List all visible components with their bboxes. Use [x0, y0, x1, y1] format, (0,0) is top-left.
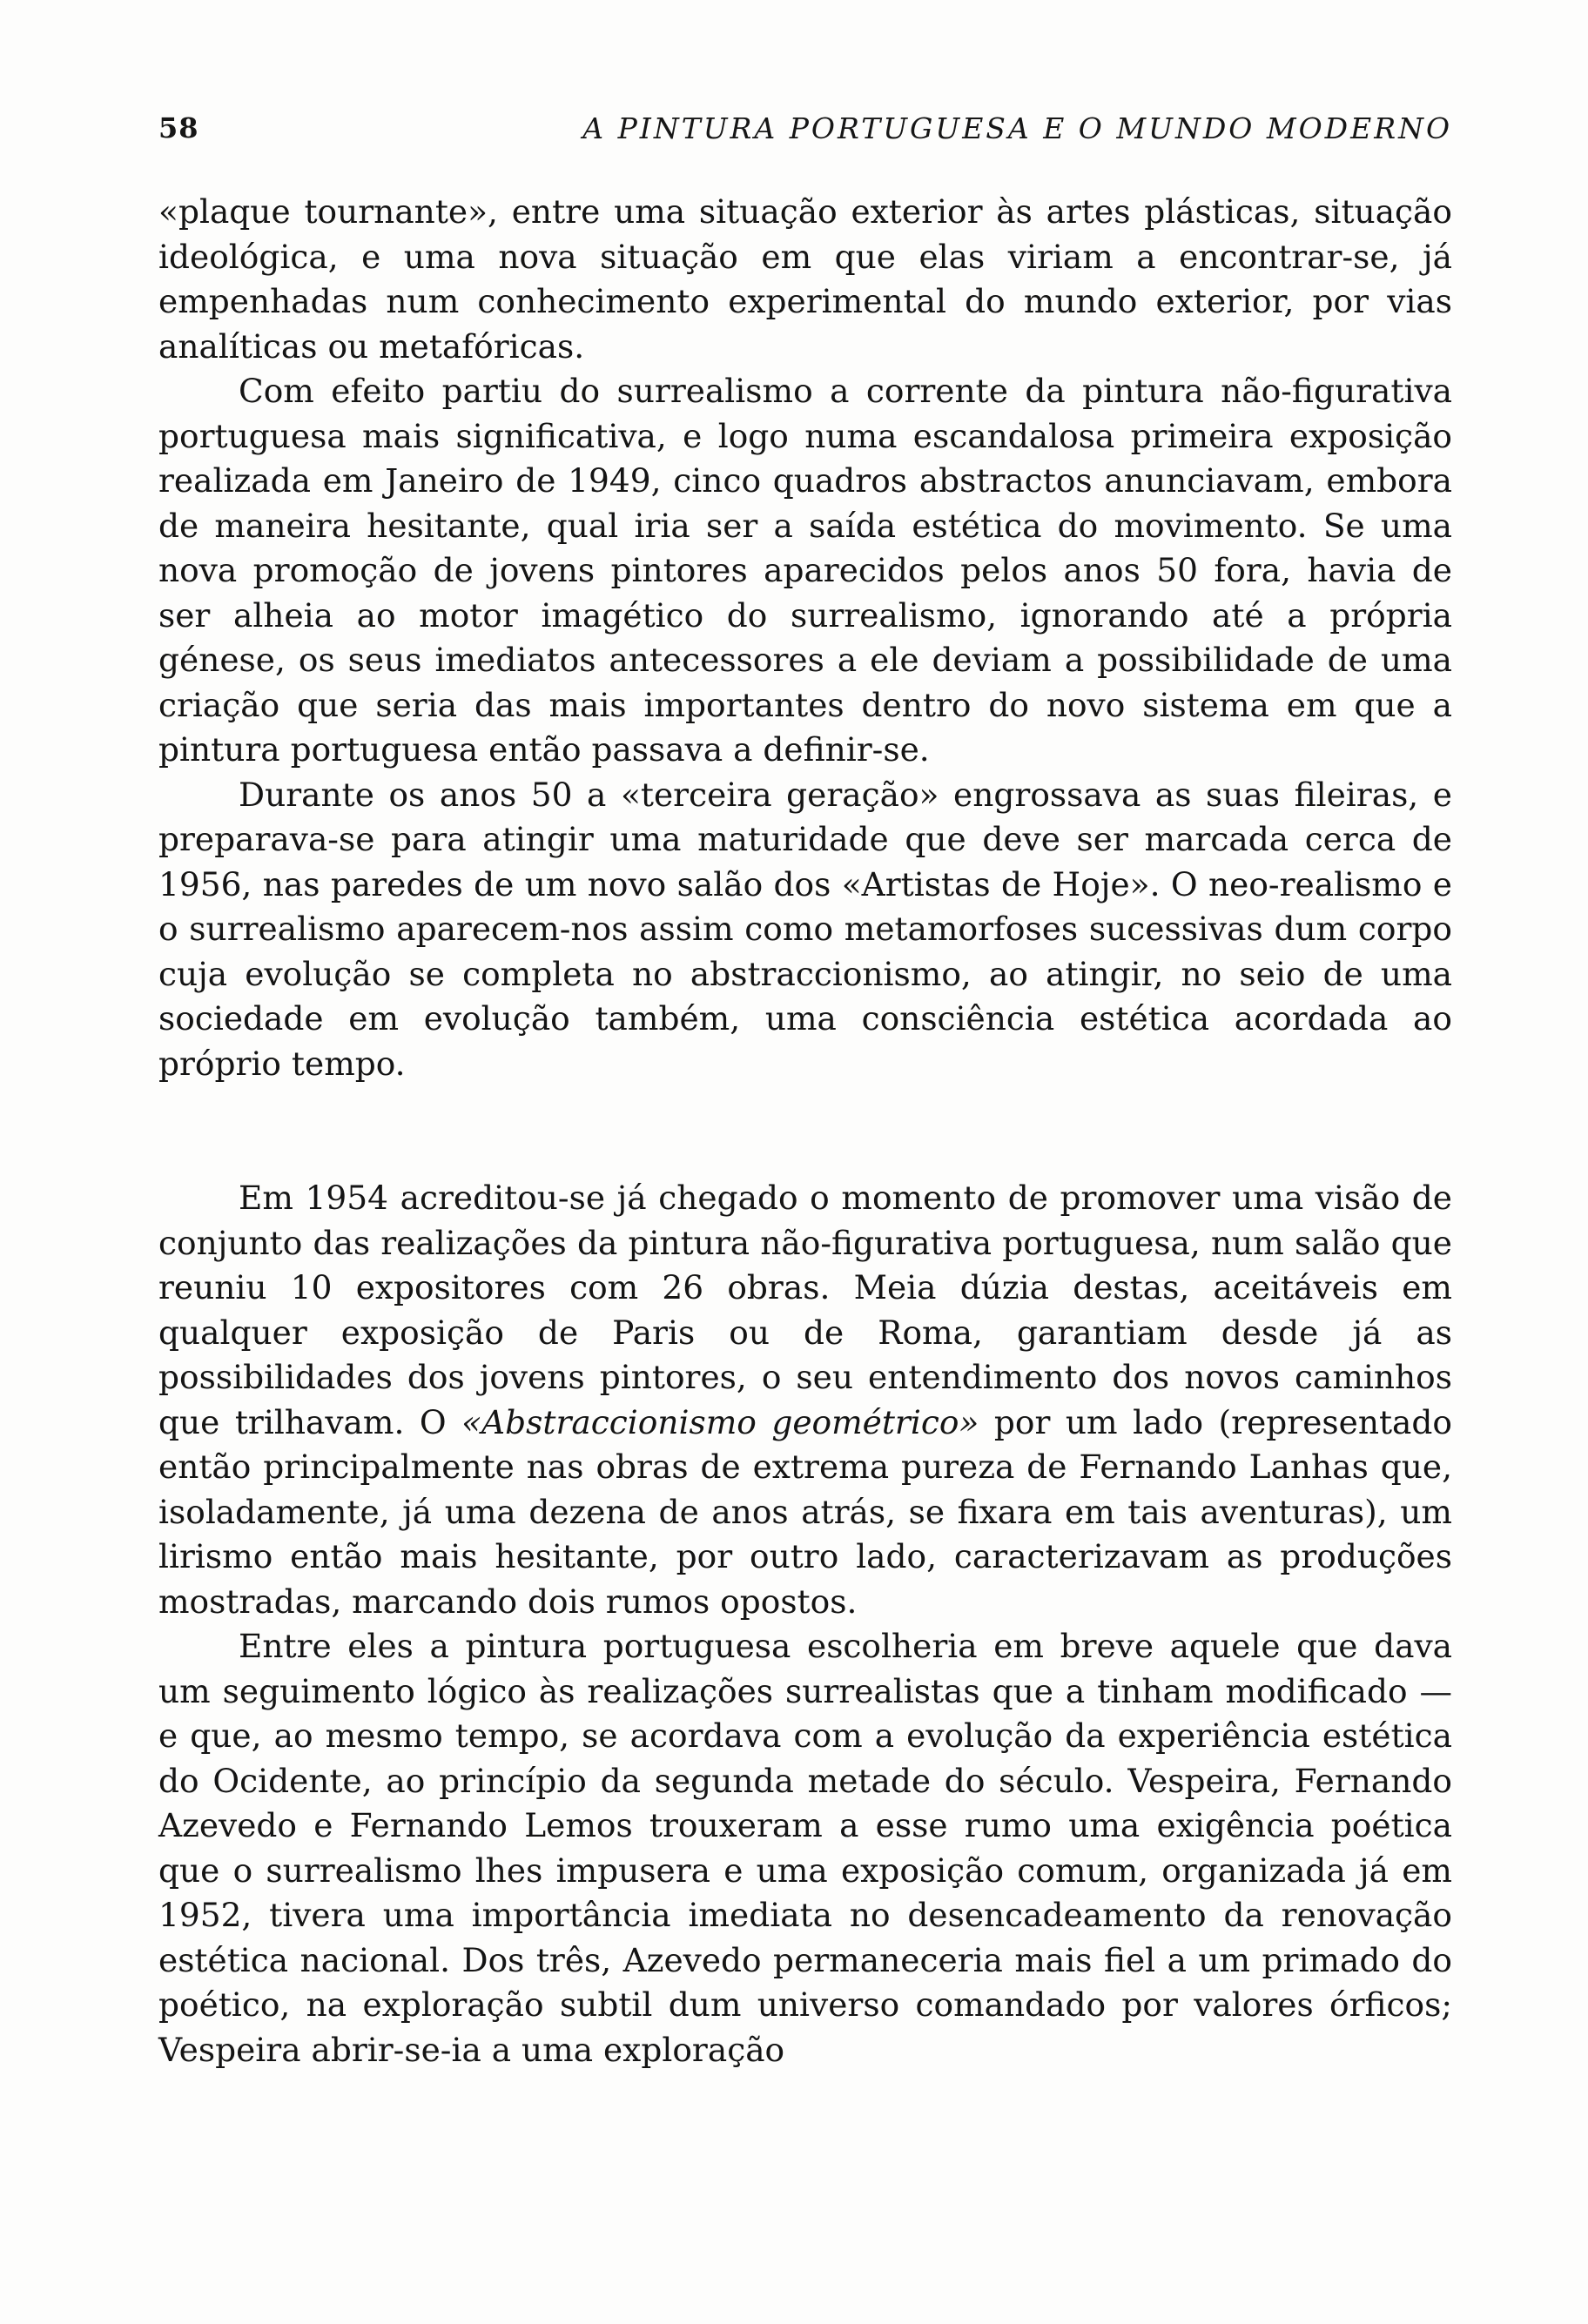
page-number: 58 — [158, 111, 199, 144]
paragraph: Durante os anos 50 a «terceira geração» engrossava as suas fileiras, e preparava-se para atingir uma maturidade que deve ser marcada cerca de 1956, nas paredes de um novo salão dos «Artistas de Hoje». O neo-realismo e o surrealismo aparecem-nos assim como metamorfoses sucessivas dum corpo cuja evolução se completa no abstraccionismo, ao atingir, no seio de uma sociedade em evolução também, uma consciência estética acordada ao próprio tempo. — [158, 775, 1452, 1083]
body-text — [158, 190, 1452, 2072]
paragraph: Entre eles a pintura portuguesa escolheria em breve aquele que dava um seguimento lógico às realizações surrealistas que a tinham modificado — e que, ao mesmo tempo, se acordava com a evolução da experiência estética do Ocidente, ao princípio da segunda metade do século. Vespeira, Fernando Azevedo e Fernando Lemos trouxeram a esse rumo uma exigência poética que o surrealismo lhes impusera e uma exposição comum, organizada já em 1952, tivera uma importância imediata no desencadeamento da renovação estética nacional. Dos três, Azevedo permaneceria mais fiel a um primado do poético, na exploração subtil dum universo comandado por valores órficos; Vespeira abrir-se-ia a uma exploração — [158, 1627, 1452, 2069]
paragraph — [158, 1176, 1452, 1624]
paragraph: Com efeito partiu do surrealismo a corrente da pintura não-figurativa portuguesa mais significativa, e logo numa escandalosa primeira exposição realizada em Janeiro de 1949, cinco quadros abstractos anunciavam, embora de maneira hesitante, qual iria ser a saída estética do movimento. Se uma nova promoção de jovens pintores aparecidos pelos anos 50 fora, havia de ser alheia ao motor imagético do surrealismo, ignorando até a própria génese, os seus imediatos antecessores a ele deviam a possibilidade de uma criação que seria das mais importantes dentro do novo sistema em que a pintura portuguesa então passava a definir-se. — [158, 372, 1452, 769]
running-head — [158, 111, 1452, 164]
paragraph-text: por um lado (representado então principalmente nas obras de extrema pureza de Fernando Lanhas que, isoladamente, já uma dezena de anos atrás, se fixara em tais aventuras), um lirismo então mais hesitante, por outro lado, caracterizavam as produções mostradas, marcando dois rumos opostos. — [158, 1402, 1452, 1621]
paragraph-text: Em 1954 acreditou-se já chegado o momento de promover uma visão de conjunto das realizações da pintura não-figurativa portuguesa, num salão que reuniu 10 expositores com 26 obras. Meia dúzia destas, aceitáveis em qualquer exposição de Paris ou de Roma, garantiam desde já as possibilidades dos jovens pintores, o seu entendimento dos novos caminhos que trilhavam. O — [158, 1179, 1452, 1441]
italic-term: «Abstraccionismo geométrico» — [461, 1402, 979, 1441]
section-break — [158, 1086, 1452, 1176]
running-title: A PINTURA PORTUGUESA E O MUNDO MODERNO — [582, 111, 1452, 145]
paragraph: «plaque tournante», entre uma situação exterior às artes plásticas, situação ideológica, e uma nova situação em que elas viriam a encontrar-se, já empenhadas num conhecimento experimental do mundo exterior, por vias analíticas ou metafóricas. — [158, 192, 1452, 366]
